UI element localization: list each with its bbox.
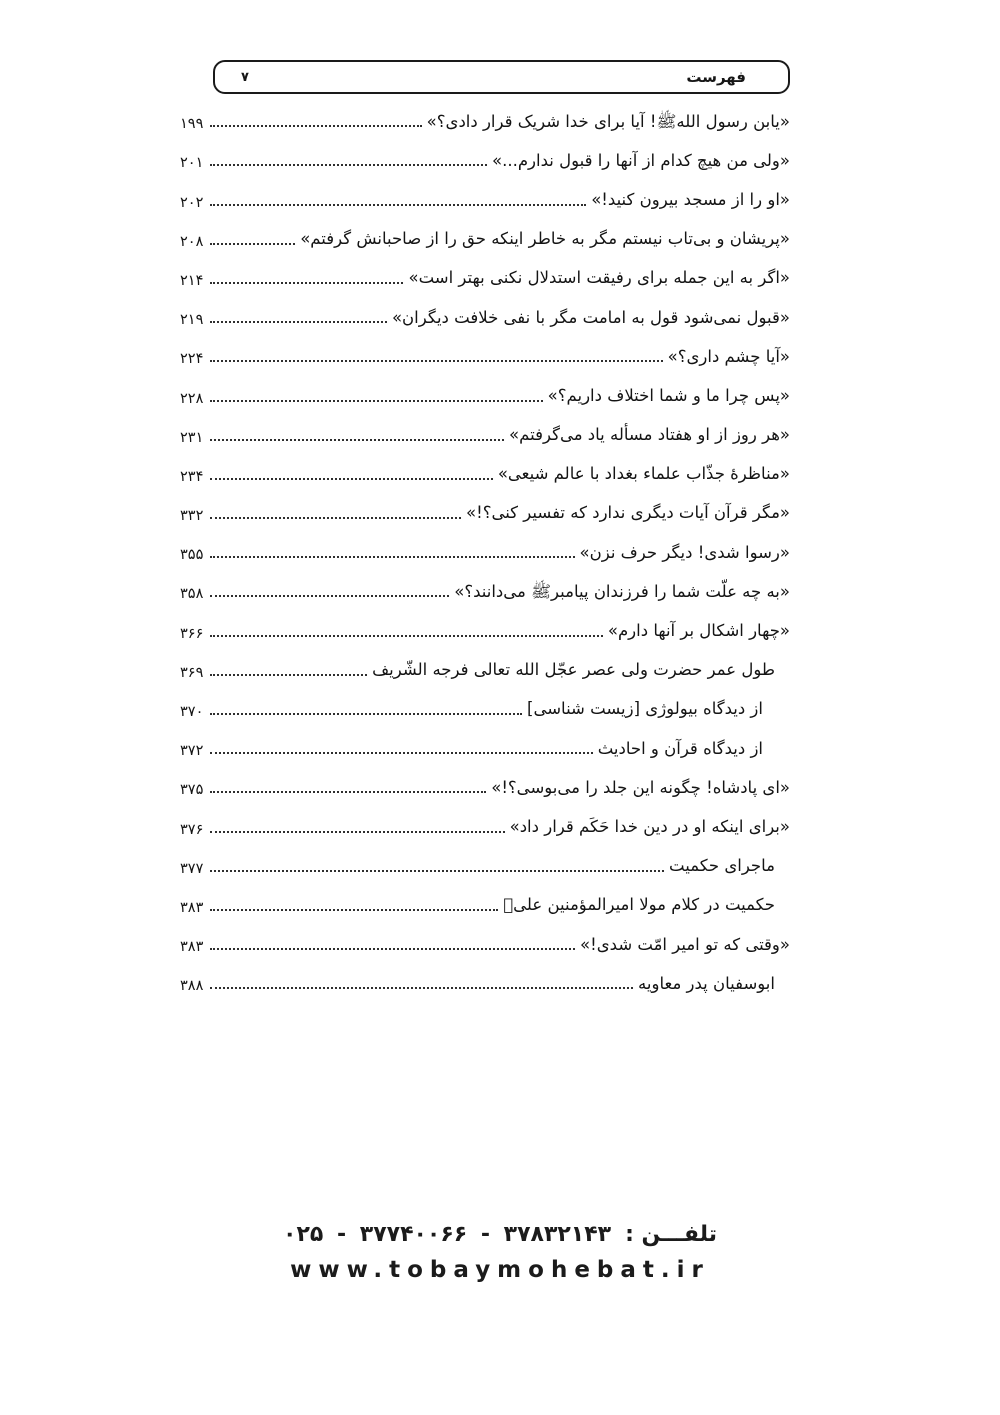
phone-line xyxy=(0,1222,1000,1247)
dotted-leader xyxy=(210,478,492,480)
toc-row xyxy=(180,218,790,257)
page-title: فهرست xyxy=(686,68,746,86)
dotted-leader xyxy=(210,909,498,911)
toc-row xyxy=(180,100,790,139)
toc-entry-title: «پریشان و بی‌تاب نیستم مگر به خاطر اینکه حق را از صاحبانش گرفتم» xyxy=(300,229,790,249)
dotted-leader xyxy=(210,635,602,637)
toc-entry-title: «یابن رسول الله‌ﷺ! آیا برای خدا شریک قرار دادی؟» xyxy=(426,111,790,131)
dotted-leader xyxy=(210,831,504,833)
toc-entry-title: «به چه علّت شما را فرزندان پیامبرﷺ می‌دانند؟» xyxy=(454,581,790,601)
toc-entry-title: «ای پادشاه! چگونه این جلد را می‌بوسی؟!» xyxy=(491,777,790,797)
toc-entry-page-number: ۳۸۳ xyxy=(180,939,204,956)
dotted-leader xyxy=(210,987,633,989)
phone-label: تلفـــن : xyxy=(625,1222,717,1247)
toc-row xyxy=(180,962,790,1001)
toc-entry-title: ماجرای حکمیت xyxy=(669,856,775,876)
toc-entry-title: «چهار اشکال بر آنها دارم» xyxy=(607,621,790,640)
toc-entry-page-number: ۳۷۷ xyxy=(180,860,204,877)
dotted-leader xyxy=(210,752,592,754)
toc-row xyxy=(180,805,790,844)
toc-entry-title: «قبول نمی‌شود قول به امامت مگر با نفی خلافت دیگران» xyxy=(391,307,790,327)
toc-entry-title: «مگر قرآن آیات دیگری ندارد که تفسیر کنی؟!» xyxy=(465,503,790,523)
toc-entry-page-number: ۳۸۳ xyxy=(180,899,204,916)
toc-entry-title: «برای اینکه او در دین خدا حَکَم قرار داد» xyxy=(509,816,790,836)
toc-entry-page-number: ۲۰۱ xyxy=(180,155,204,172)
toc-entry-page-number: ۳۶۹ xyxy=(180,664,204,681)
toc-entry-page-number: ۲۱۴ xyxy=(180,272,204,289)
toc-row xyxy=(180,531,790,570)
toc-row xyxy=(180,374,790,413)
toc-entry-page-number: ۳۸۸ xyxy=(180,978,204,995)
toc-row xyxy=(180,766,790,805)
dotted-leader xyxy=(210,400,542,402)
toc-row xyxy=(180,649,790,688)
toc-entry-title: «وقتی که تو امیر امّت شدی!» xyxy=(580,934,790,954)
dotted-leader xyxy=(210,948,575,950)
toc-row xyxy=(180,884,790,923)
toc-row xyxy=(180,139,790,178)
toc-row xyxy=(180,609,790,648)
toc-entry-page-number: ۳۷۵ xyxy=(180,782,204,799)
toc-entry-page-number: ۳۳۲ xyxy=(180,508,204,525)
dotted-leader xyxy=(210,125,421,127)
toc-row xyxy=(180,688,790,727)
page-number: ۷ xyxy=(241,69,249,85)
dotted-leader xyxy=(210,713,522,715)
dotted-leader xyxy=(210,164,487,166)
toc-row xyxy=(180,845,790,884)
toc-row xyxy=(180,570,790,609)
toc-entry-page-number: ۳۷۲ xyxy=(180,743,204,760)
table-of-contents xyxy=(180,100,790,1001)
phone-numbers: ۳۷۸۳۲۱۴۳ - ۳۷۷۴۰۰۶۶ - ۰۲۵ xyxy=(283,1222,612,1247)
toc-entry-title: «پس چرا ما و شما اختلاف داریم؟» xyxy=(547,385,790,405)
toc-row xyxy=(180,923,790,962)
dotted-leader xyxy=(210,439,504,441)
toc-entry-title: «آیا چشم داری؟» xyxy=(667,346,790,366)
dotted-leader xyxy=(210,282,403,284)
toc-entry-title: «رسوا شدی! دیگر حرف نزن» xyxy=(579,542,790,562)
toc-row xyxy=(180,178,790,217)
dotted-leader xyxy=(210,204,586,206)
toc-entry-title: «او را از مسجد بیرون کنید!» xyxy=(591,189,790,209)
toc-row xyxy=(180,453,790,492)
toc-entry-page-number: ۲۲۸ xyxy=(180,390,204,407)
website-url: www.tobaymohebat.ir xyxy=(290,1257,710,1283)
toc-entry-title: «اگر به این جمله برای رفیقت استدلال نکنی بهتر است» xyxy=(408,268,790,288)
toc-entry-page-number: ۲۳۴ xyxy=(180,468,204,485)
toc-row xyxy=(180,414,790,453)
dotted-leader xyxy=(210,791,486,793)
toc-entry-page-number: ۲۲۴ xyxy=(180,351,204,368)
toc-entry-page-number: ۳۷۰ xyxy=(180,704,204,720)
dotted-leader xyxy=(210,595,449,597)
toc-entry-title: حکمیت در کلام مولا امیرالمؤمنین علیؑ xyxy=(503,895,775,915)
dotted-leader xyxy=(210,360,662,362)
toc-entry-title: «ولی من هیچ کدام از آنها را قبول ندارم...» xyxy=(492,150,790,170)
dotted-leader xyxy=(210,517,461,519)
toc-entry-title: از دیدگاه بیولوژی [زیست شناسی] xyxy=(527,699,763,719)
toc-entry-page-number: ۳۷۶ xyxy=(180,821,204,838)
toc-entry-title: ابوسفیان پدر معاویه xyxy=(638,973,775,993)
toc-entry-page-number: ۳۶۶ xyxy=(180,625,204,642)
toc-entry-title: طول عمر حضرت ولی عصر عجّل الله تعالی فرجه الشّریف xyxy=(372,660,775,680)
publisher-footer xyxy=(0,1222,1000,1283)
dotted-leader xyxy=(210,321,387,323)
toc-entry-page-number: ۳۵۵ xyxy=(180,547,204,564)
dotted-leader xyxy=(210,556,574,558)
toc-row xyxy=(180,335,790,374)
toc-entry-title: «هر روز از او هفتاد مسأله یاد می‌گرفتم» xyxy=(509,425,790,445)
toc-entry-page-number: ۱۹۹ xyxy=(180,116,204,133)
toc-entry-page-number: ۳۵۸ xyxy=(180,586,204,603)
toc-entry-page-number: ۲۰۲ xyxy=(180,194,204,211)
toc-row xyxy=(180,257,790,296)
toc-row xyxy=(180,727,790,766)
toc-entry-title: از دیدگاه قرآن و احادیث xyxy=(597,738,763,758)
dotted-leader xyxy=(210,243,295,245)
dotted-leader xyxy=(210,674,367,676)
page-header-box xyxy=(213,60,790,94)
toc-entry-page-number: ۲۰۸ xyxy=(180,233,204,250)
toc-row xyxy=(180,492,790,531)
toc-entry-page-number: ۲۳۱ xyxy=(180,429,204,446)
toc-entry-title: «مناظرۀ جذّاب علماء بغداد با عالم شیعی» xyxy=(497,464,790,484)
toc-entry-page-number: ۲۱۹ xyxy=(180,312,204,329)
toc-row xyxy=(180,296,790,335)
dotted-leader xyxy=(210,870,664,872)
